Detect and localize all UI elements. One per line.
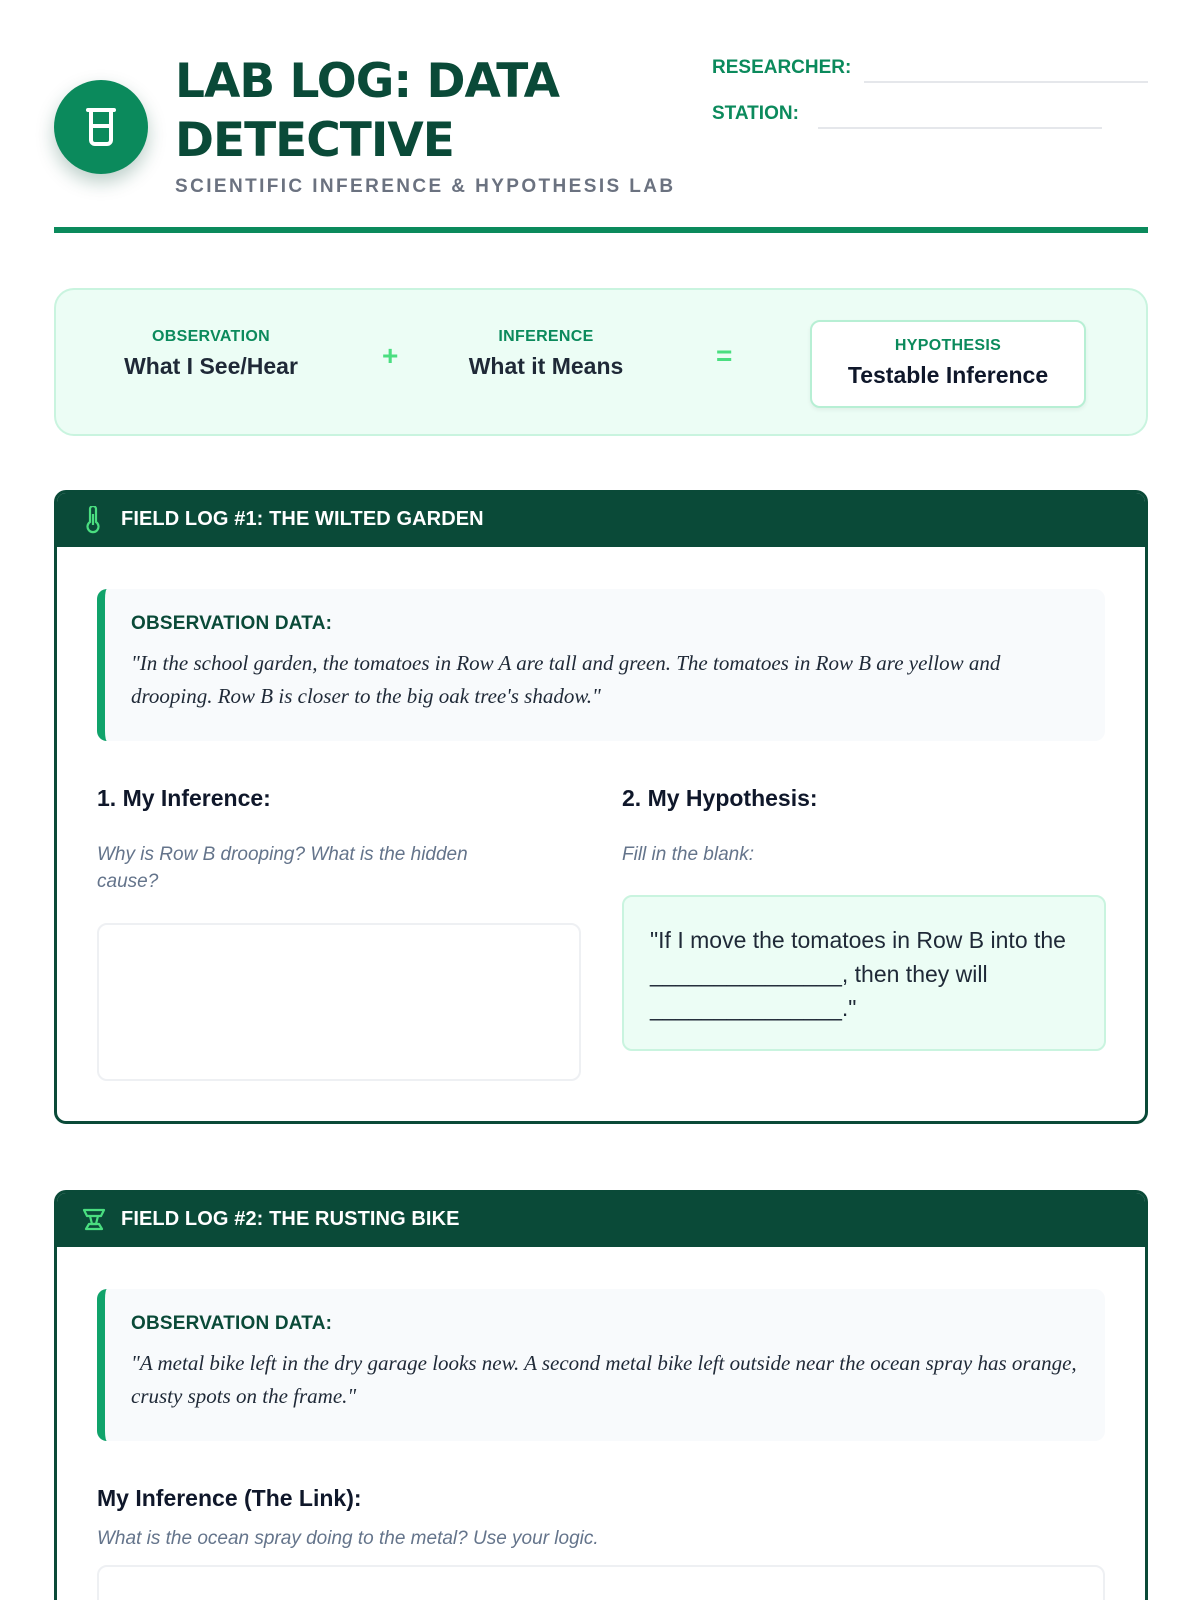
plus-sign: + — [382, 340, 399, 371]
station-label: STATION: — [712, 103, 799, 124]
observation-text: "A metal bike left in the dry garage looks new. A second metal bike left outside near the ocean spray has orange, crusty spots on the frame." — [131, 1351, 1077, 1408]
field-log-2 — [54, 1190, 1148, 1600]
researcher-label: RESEARCHER: — [712, 57, 852, 78]
inference-link-title: My Inference (The Link): — [97, 1485, 362, 1511]
page-header — [54, 52, 1148, 236]
observation-panel-1 — [97, 589, 1105, 741]
researcher-field[interactable] — [864, 81, 1148, 83]
formula-hypothesis — [812, 337, 1084, 389]
page-subtitle: SCIENTIFIC INFERENCE & HYPOTHESIS LAB — [175, 176, 676, 197]
hypothesis-fill-text: "If I move the tomatoes in Row B into the _______________, then they will _______________." — [650, 927, 1066, 1021]
inference-link-answer-box[interactable] — [97, 1565, 1105, 1600]
formula-strip — [54, 288, 1148, 436]
formula-hypothesis-box — [810, 320, 1086, 408]
formula-observation-label: OBSERVATION — [152, 328, 270, 345]
equals-sign: = — [716, 340, 733, 371]
observation-text: "In the school garden, the tomatoes in Row A are tall and green. The tomatoes in Row B are yellow and drooping. Row B is closer to the big oak tree's shadow." — [131, 651, 1001, 708]
hypothesis-hint: Fill in the blank: — [622, 844, 755, 865]
microscope-icon — [81, 1206, 107, 1232]
formula-inference-value: What it Means — [468, 353, 624, 379]
observation-panel-2 — [97, 1289, 1105, 1441]
formula-observation — [112, 328, 310, 380]
formula-observation-value: What I See/Hear — [124, 353, 298, 379]
formula-inference-label: INFERENCE — [498, 328, 594, 345]
observation-label: OBSERVATION DATA: — [131, 1313, 333, 1334]
station-field[interactable] — [818, 127, 1102, 129]
hypothesis-title: 2. My Hypothesis: — [622, 785, 818, 811]
field-log-1-title: FIELD LOG #1: THE WILTED GARDEN — [121, 508, 484, 530]
field-log-1-header — [57, 493, 1145, 547]
formula-hypothesis-value: Testable Inference — [847, 362, 1049, 388]
beaker-icon — [81, 107, 121, 147]
inference-hint: Why is Row B drooping? What is the hidden cause? — [97, 844, 468, 892]
header-divider — [54, 227, 1148, 233]
observation-label: OBSERVATION DATA: — [131, 613, 333, 634]
field-log-2-header — [57, 1193, 1145, 1247]
hypothesis-fill-box[interactable] — [622, 895, 1106, 1051]
researcher-row — [712, 57, 851, 79]
inference-answer-box[interactable] — [97, 923, 581, 1081]
field-log-1 — [54, 490, 1148, 1124]
logo — [54, 80, 148, 174]
formula-inference — [456, 328, 636, 380]
formula-hypothesis-label: HYPOTHESIS — [894, 337, 1002, 354]
thermometer-icon — [85, 506, 101, 534]
field-log-2-title: FIELD LOG #2: THE RUSTING BIKE — [121, 1208, 460, 1230]
page-title: LAB LOG: DATA DETECTIVE — [175, 54, 559, 168]
inference-title: 1. My Inference: — [97, 785, 271, 811]
station-row — [712, 103, 799, 125]
inference-link-hint: What is the ocean spray doing to the metal? Use your logic. — [97, 1528, 599, 1549]
